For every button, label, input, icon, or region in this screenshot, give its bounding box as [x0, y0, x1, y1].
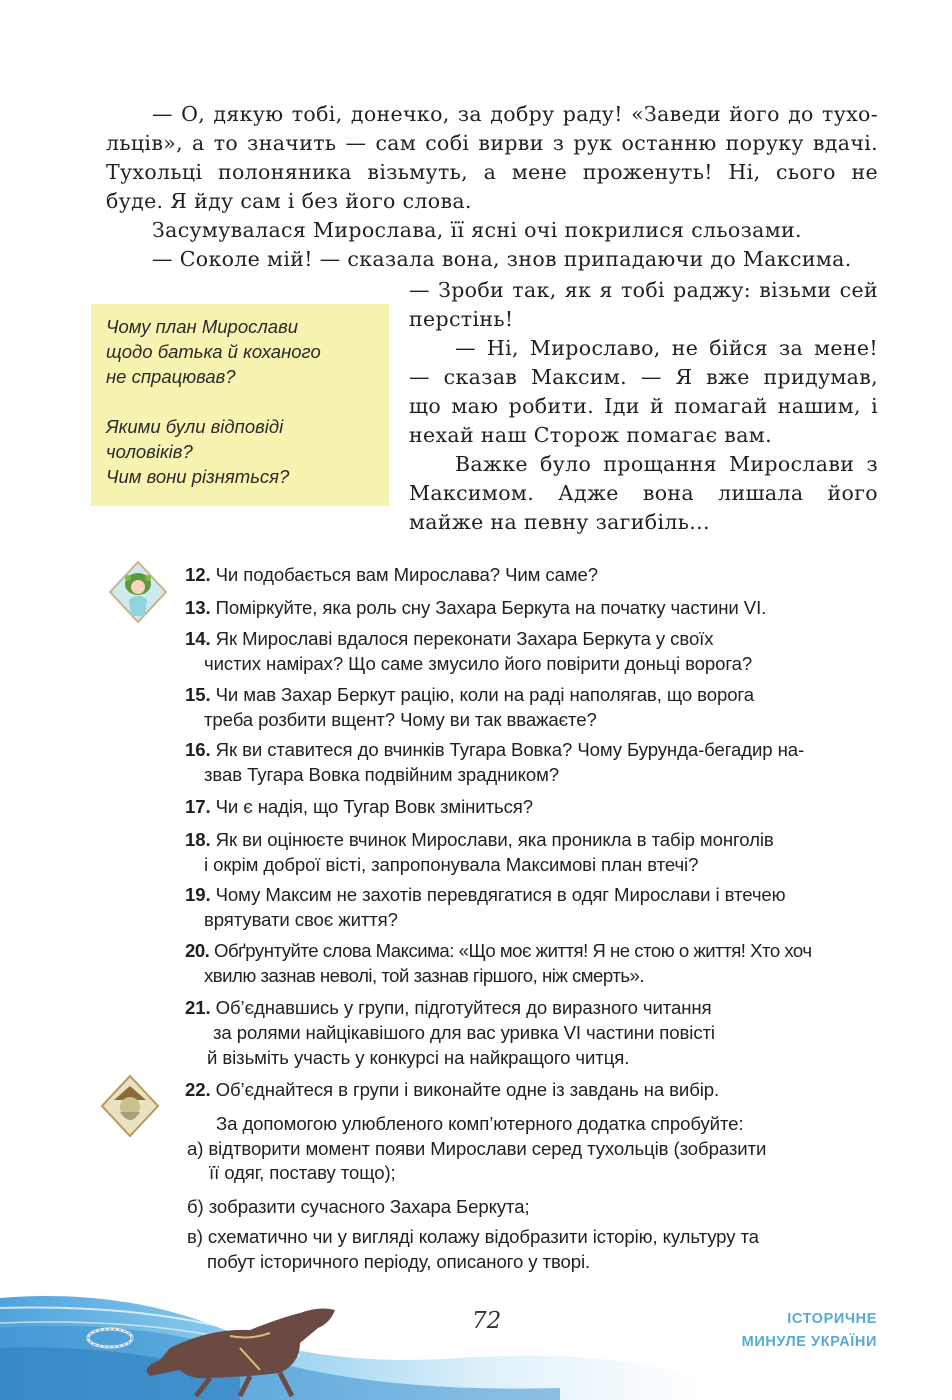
story-text-column: [409, 276, 878, 537]
question-number: 20.: [185, 940, 210, 961]
question-item: [185, 737, 804, 787]
question-number: 13.: [185, 597, 211, 618]
question-text: Як Мирославі вдалося переконати Захара Беркута у своїх: [215, 628, 714, 649]
question-item: [185, 995, 715, 1070]
note-line: не спрацював?: [106, 366, 236, 387]
text-line: Тухольці полоняника візьмуть, а мене проженуть! Ні, сього не: [106, 160, 878, 184]
question-text: Поміркуйте, яка роль сну Захара Беркута на початку частини VI.: [215, 597, 767, 618]
question-number: 18.: [185, 829, 211, 850]
task-option-c-cont: побут історичного періоду, описаного у творі.: [207, 1251, 591, 1272]
question-item: [185, 562, 598, 587]
note-line: Якими були відповіді: [106, 416, 284, 437]
story-text: [106, 100, 878, 274]
question-text: Чи є надія, що Тугар Вовк зміниться?: [215, 796, 533, 817]
question-text: звав Тугара Вовка подвійним зрадником?: [204, 764, 559, 785]
section-title: [742, 1308, 877, 1354]
question-text: треба розбити вщент? Чому ви так вважаєте?: [204, 709, 597, 730]
question-item: [185, 682, 754, 732]
question-number: 21.: [185, 997, 211, 1018]
question-number: 12.: [185, 564, 211, 585]
question-text: Чи мав Захар Беркут рацію, коли на раді наполягав, що ворога: [215, 684, 754, 705]
text-line: нехай наш Сторож помагає вам.: [409, 423, 772, 447]
question-number: 17.: [185, 796, 211, 817]
paragraph: [106, 100, 878, 129]
task-option-a: а) відтворити момент появи Мирослави серед тухольців (зобразити: [187, 1138, 767, 1159]
paragraph: — Соколе мій! — сказала вона, знов припадаючи до Максима.: [152, 247, 852, 271]
question-text: Як ви ставитеся до вчинків Тугара Вовка? Чому Бурунда-бегадир на-: [215, 739, 805, 760]
task-option-a-cont: її одяг, поставу тощо);: [209, 1162, 396, 1183]
question-text: врятувати своє життя?: [204, 909, 398, 930]
section-title-line: ІСТОРИЧНЕ: [787, 1311, 877, 1327]
text-line: що маю робити. Іди й помагай нашим, і: [409, 394, 878, 418]
text-line: майже на певну загибіль...: [409, 510, 710, 534]
question-text: Чому Максим не захотів перевдягатися в одяг Мирослави і втечею: [215, 884, 786, 905]
question-text: і окрім доброї вісті, запропонувала Максимові план втечі?: [204, 854, 699, 875]
page-number: 72: [472, 1308, 502, 1334]
question-number: 15.: [185, 684, 211, 705]
task-option-c: в) схематично чи у вигляді колажу відобразити історію, культуру та: [187, 1226, 759, 1247]
question-text: за ролями найцікавішого для вас уривка VI частини повісті: [213, 1022, 715, 1043]
text-line: — Зроби так, як я тобі раджу: візьми сей: [409, 278, 878, 302]
note-line: Чим вони різняться?: [106, 466, 290, 487]
question-item: [185, 882, 786, 932]
question-text: Обґрунтуйте слова Максима: «Що моє життя! Я не стою о життя! Хто хоч: [214, 940, 812, 961]
girl-character-icon: [108, 560, 168, 624]
text-line: льців», а то значить — сам собі вирви з рук останню поруку вдачі.: [106, 131, 878, 155]
task-intro: За допомогою улюбленого комп’ютерного додатка спробуйте:: [216, 1113, 744, 1134]
note-line: чоловіків?: [106, 441, 193, 462]
margin-note-box: [91, 304, 389, 506]
question-text: Об’єднавшись у групи, підготуйтеся до виразного читання: [215, 997, 712, 1018]
elder-character-icon: [100, 1074, 160, 1138]
text-line: — Ні, Мирославо, не бійся за мене!: [455, 336, 878, 360]
question-text: чистих намірах? Що саме змусило його повірити доньці ворога?: [204, 653, 753, 674]
note-line: щодо батька й коханого: [106, 341, 321, 362]
text-line: — О, дякую тобі, донечко, за добру раду! «Заведи його до тухо-: [152, 102, 878, 126]
section-title-line: МИНУЛЕ УКРАЇНИ: [741, 1334, 877, 1350]
note-line: Чому план Мирослави: [106, 316, 299, 337]
text-line: — сказав Максим. — Я вже придумав,: [409, 365, 878, 389]
task-option-b: б) зобразити сучасного Захара Беркута;: [187, 1196, 530, 1217]
question-text: Як ви оцінюєте вчинок Мирослави, яка проникла в табір монголів: [215, 829, 774, 850]
question-text: Об’єднайтеся в групи і виконайте одне із завдань на вибір.: [215, 1079, 720, 1100]
question-number: 14.: [185, 628, 211, 649]
text-line: буде. Я йду сам і без його слова.: [106, 189, 472, 213]
paragraph: Засумувалася Мирослава, її ясні очі покрилися сльозами.: [152, 218, 802, 242]
question-item: [185, 938, 812, 988]
question-text: Чи подобається вам Мирослава? Чим саме?: [215, 564, 599, 585]
question-item: [185, 1077, 719, 1102]
question-item: [185, 626, 752, 676]
question-number: 22.: [185, 1079, 211, 1100]
text-line: Важке було прощання Мирослави з: [455, 452, 878, 476]
question-item: [185, 595, 766, 620]
margin-note-text: [106, 314, 381, 489]
text-line: перстінь!: [409, 307, 514, 331]
question-item: [185, 794, 533, 819]
question-item: [185, 827, 774, 877]
question-text: хвилю зазнав неволі, той зазнав гіршого, ніж смерть».: [204, 965, 645, 986]
question-number: 16.: [185, 739, 211, 760]
question-text: й візьміть участь у конкурсі на найкращого читця.: [207, 1047, 630, 1068]
question-number: 19.: [185, 884, 211, 905]
text-line: Максимом. Адже вона лишала його: [409, 481, 878, 505]
